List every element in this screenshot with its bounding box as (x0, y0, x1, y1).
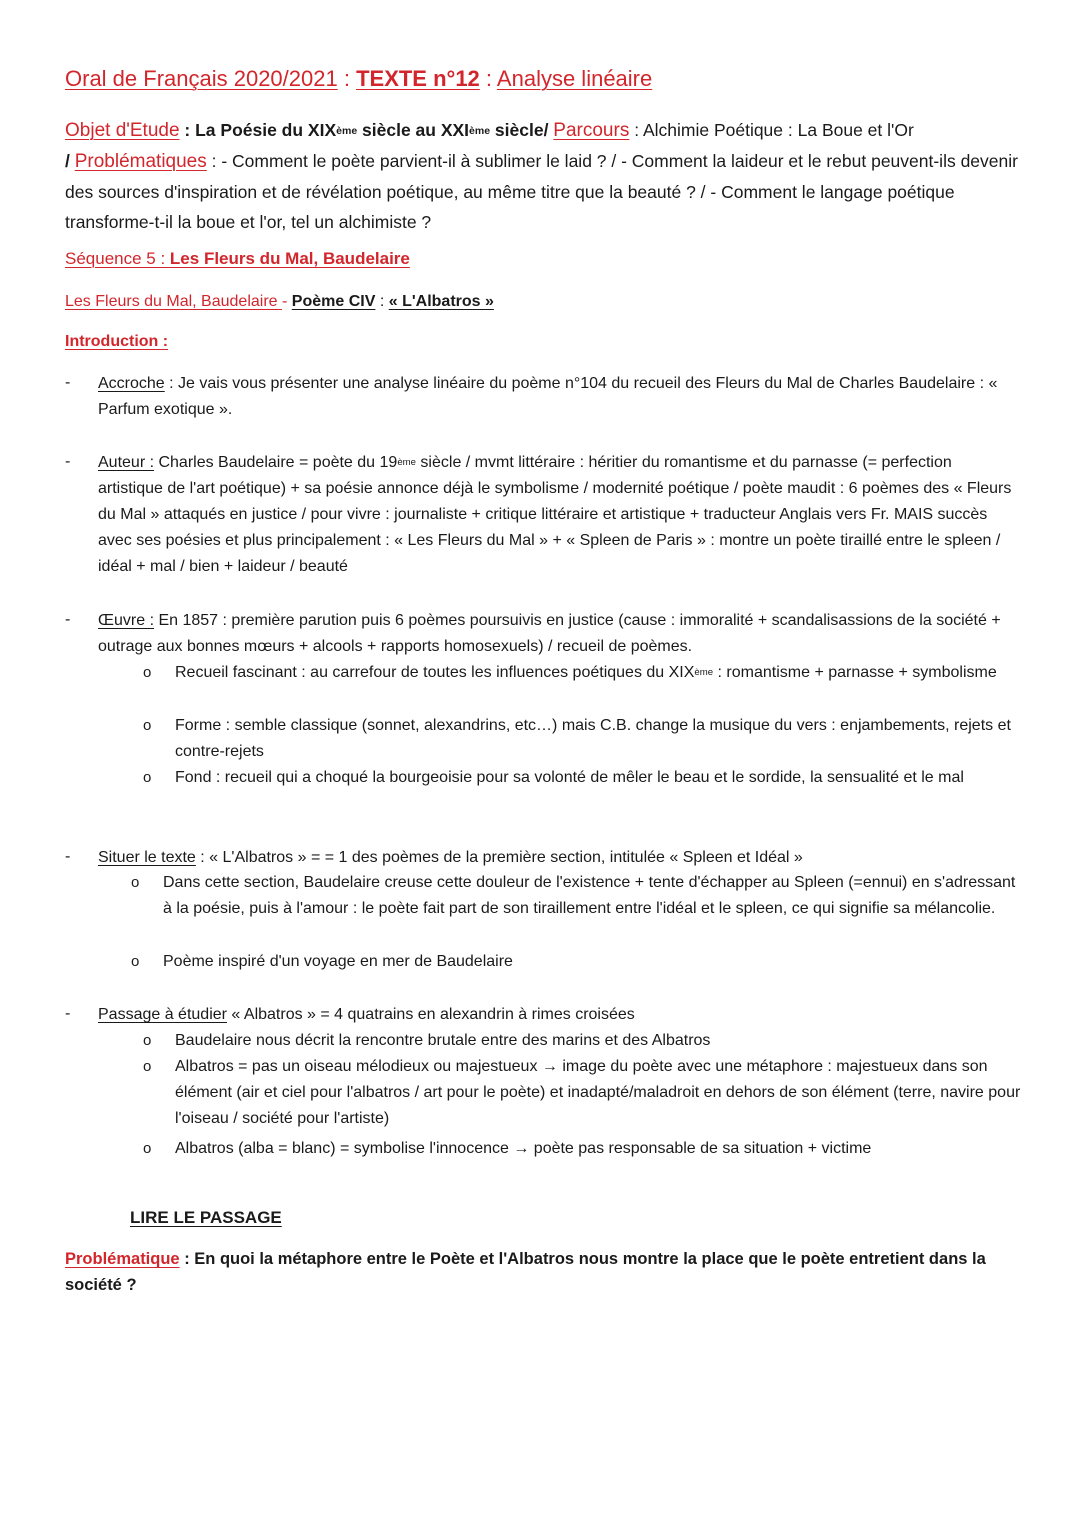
objet-value-c: siècle/ (490, 120, 554, 140)
introduction-heading: Introduction : (65, 333, 169, 350)
oeuvre-bullet-2: Forme : semble classique (sonnet, alexandrins, etc…) mais C.B. change la musique du vers : enjambements, rejets et contre-rejets (175, 717, 1011, 760)
situer-item (98, 845, 1018, 871)
bullet-o: o (143, 1140, 152, 1157)
work-sep: : (375, 293, 389, 310)
bullet-o: o (143, 664, 152, 681)
oeuvre-b1-b: : romantisme + parnasse + symbolisme (713, 664, 997, 681)
oeuvre-bullet-1 (175, 660, 1025, 686)
oeuvre-item (98, 608, 1018, 660)
auteur-sup: ème (397, 457, 416, 469)
parcours-value: : Alchimie Poétique : La Boue et l'Or (629, 120, 914, 140)
objet-label: Objet d'Etude (65, 120, 180, 141)
list-dash: - (65, 1005, 71, 1022)
document-title (65, 66, 652, 92)
passage-label: Passage à étudier (98, 1006, 227, 1023)
work-line (65, 293, 494, 311)
situer-bullet-2: Poème inspiré d'un voyage en mer de Baudelaire (163, 953, 513, 970)
bullet-o: o (143, 1032, 152, 1049)
auteur-item (98, 450, 1018, 580)
passage-item (98, 1002, 1018, 1028)
poem-label: Poème CIV (291, 293, 376, 310)
oeuvre-bullet-3: Fond : recueil qui a choqué la bourgeoisie pour sa volonté de mêler le beau et le sordide, la sensualité et le mal (175, 769, 964, 786)
oeuvre-text: En 1857 : première parution puis 6 poèmes poursuivis en justice (cause : immoralité + scandalisassions de la société + outrage aux bonnes mœurs + alcools + rapports homosexuels) / recueil de poèmes. (98, 612, 1001, 655)
bullet-o: o (131, 874, 140, 891)
work-dash: - (282, 293, 292, 310)
objet-paragraph (65, 115, 1025, 237)
situer-label: Situer le texte (98, 849, 196, 866)
passage-bullet-2: Albatros = pas un oiseau mélodieux ou majestueux → image du poète avec une métaphore : majestueux dans son élément (air et ciel pour l'albatros / art pour le poète) et inadapté/maladroit en dehors de son élément (terre, navire pour l'oiseau / société pour l'artiste) (175, 1058, 1021, 1127)
oeuvre-b1-sup: ème (694, 667, 714, 679)
passage-bullet-3: Albatros (alba = blanc) = symbolise l'innocence → poète pas responsable de sa situation + victime (175, 1140, 872, 1157)
objet-sup: ème (469, 124, 491, 137)
auteur-text-a: Charles Baudelaire = poète du 19 (154, 454, 398, 471)
problematiques-label: Problématiques (74, 151, 207, 172)
list-dash: - (65, 611, 71, 628)
read-passage-heading: LIRE LE PASSAGE (130, 1208, 282, 1227)
objet-sup: ème (336, 124, 358, 137)
passage-bullet-1: Baudelaire nous décrit la rencontre brutale entre des marins et des Albatros (175, 1032, 711, 1049)
list-dash: - (65, 374, 71, 391)
title-text-number: TEXTE n°12 (356, 66, 480, 91)
situer-text: : « L'Albatros » = = 1 des poèmes de la première section, intitulée « Spleen et Idéal » (195, 849, 803, 866)
title-course: Oral de Français 2020/2021 (65, 66, 338, 91)
list-dash: - (65, 848, 71, 865)
auteur-text-b: siècle / mvmt littéraire : héritier du romantisme et du parnasse (= perfection artistique de l'art poétique) + sa poésie annonce déjà le symbolisme / modernité poétique / poète maudit : 6 poèmes des « Fleurs du Mal » attaqués en justice / pour vivre : journaliste + critique littéraire et artistique + traducteur Anglais vers Fr. MAIS succès avec ses poésies et plus principalement : « Les Fleurs du Mal » + « Spleen de Paris » : montre un poète tiraillé entre le spleen / idéal + mal / bien + laideur / beauté (98, 454, 1012, 575)
problematique-paragraph (65, 1246, 1005, 1298)
title-analysis: Analyse linéaire (496, 66, 653, 91)
oeuvre-b1-a: Recueil fascinant : au carrefour de toutes les influences poétiques du XIX (175, 664, 695, 681)
work-source: Les Fleurs du Mal, Baudelaire (65, 293, 282, 310)
oeuvre-label: Œuvre : (98, 612, 155, 629)
accroche-item (98, 371, 1018, 423)
sequence-label: Séquence 5 : (65, 249, 170, 268)
passage-text: « Albatros » = 4 quatrains en alexandrin à rimes croisées (226, 1006, 635, 1023)
title-sep: : (479, 66, 497, 91)
bullet-o: o (131, 953, 140, 970)
bullet-o: o (143, 769, 152, 786)
sequence-heading (65, 249, 410, 269)
auteur-label: Auteur : (98, 454, 155, 471)
problematique-text: : En quoi la métaphore entre le Poète et l'Albatros nous montre la place que le poète entretient dans la société ? (65, 1250, 986, 1294)
title-sep: : (337, 66, 357, 91)
poem-title: « L'Albatros » (388, 293, 494, 310)
problematique-label: Problématique (65, 1250, 180, 1268)
objet-value-b: siècle au XXI (357, 120, 470, 140)
accroche-text: : Je vais vous présenter une analyse linéaire du poème n°104 du recueil des Fleurs du Mal de Charles Baudelaire : « Parfum exotique ». (98, 375, 998, 418)
objet-sep: : (179, 120, 196, 140)
situer-bullet-1: Dans cette section, Baudelaire creuse cette douleur de l'existence + tente d'échapper au Spleen (=ennui) en s'adressant à la poésie, puis à l'amour : le poète fait part de son tiraillement entre l'idéal et le spleen, ce qui signifie sa mélancolie. (163, 874, 1016, 917)
objet-value-a: La Poésie du XIX (195, 120, 337, 140)
probl-prefix: / (65, 151, 75, 171)
list-dash: - (65, 453, 71, 470)
objet-value (195, 120, 553, 140)
parcours-label: Parcours (553, 120, 630, 141)
sequence-value: Les Fleurs du Mal, Baudelaire (169, 249, 410, 268)
bullet-o: o (143, 1058, 152, 1075)
accroche-label: Accroche (98, 375, 165, 392)
problematiques-value: : - Comment le poète parvient-il à sublimer le laid ? / - Comment la laideur et le rebut peuvent-ils devenir des sources d'inspiration et de révélation poétique, au même titre que la beauté ? / - Comment le langage poétique transforme-t-il la boue et l'or, tel un alchimiste ? (65, 151, 1018, 232)
bullet-o: o (143, 717, 152, 734)
